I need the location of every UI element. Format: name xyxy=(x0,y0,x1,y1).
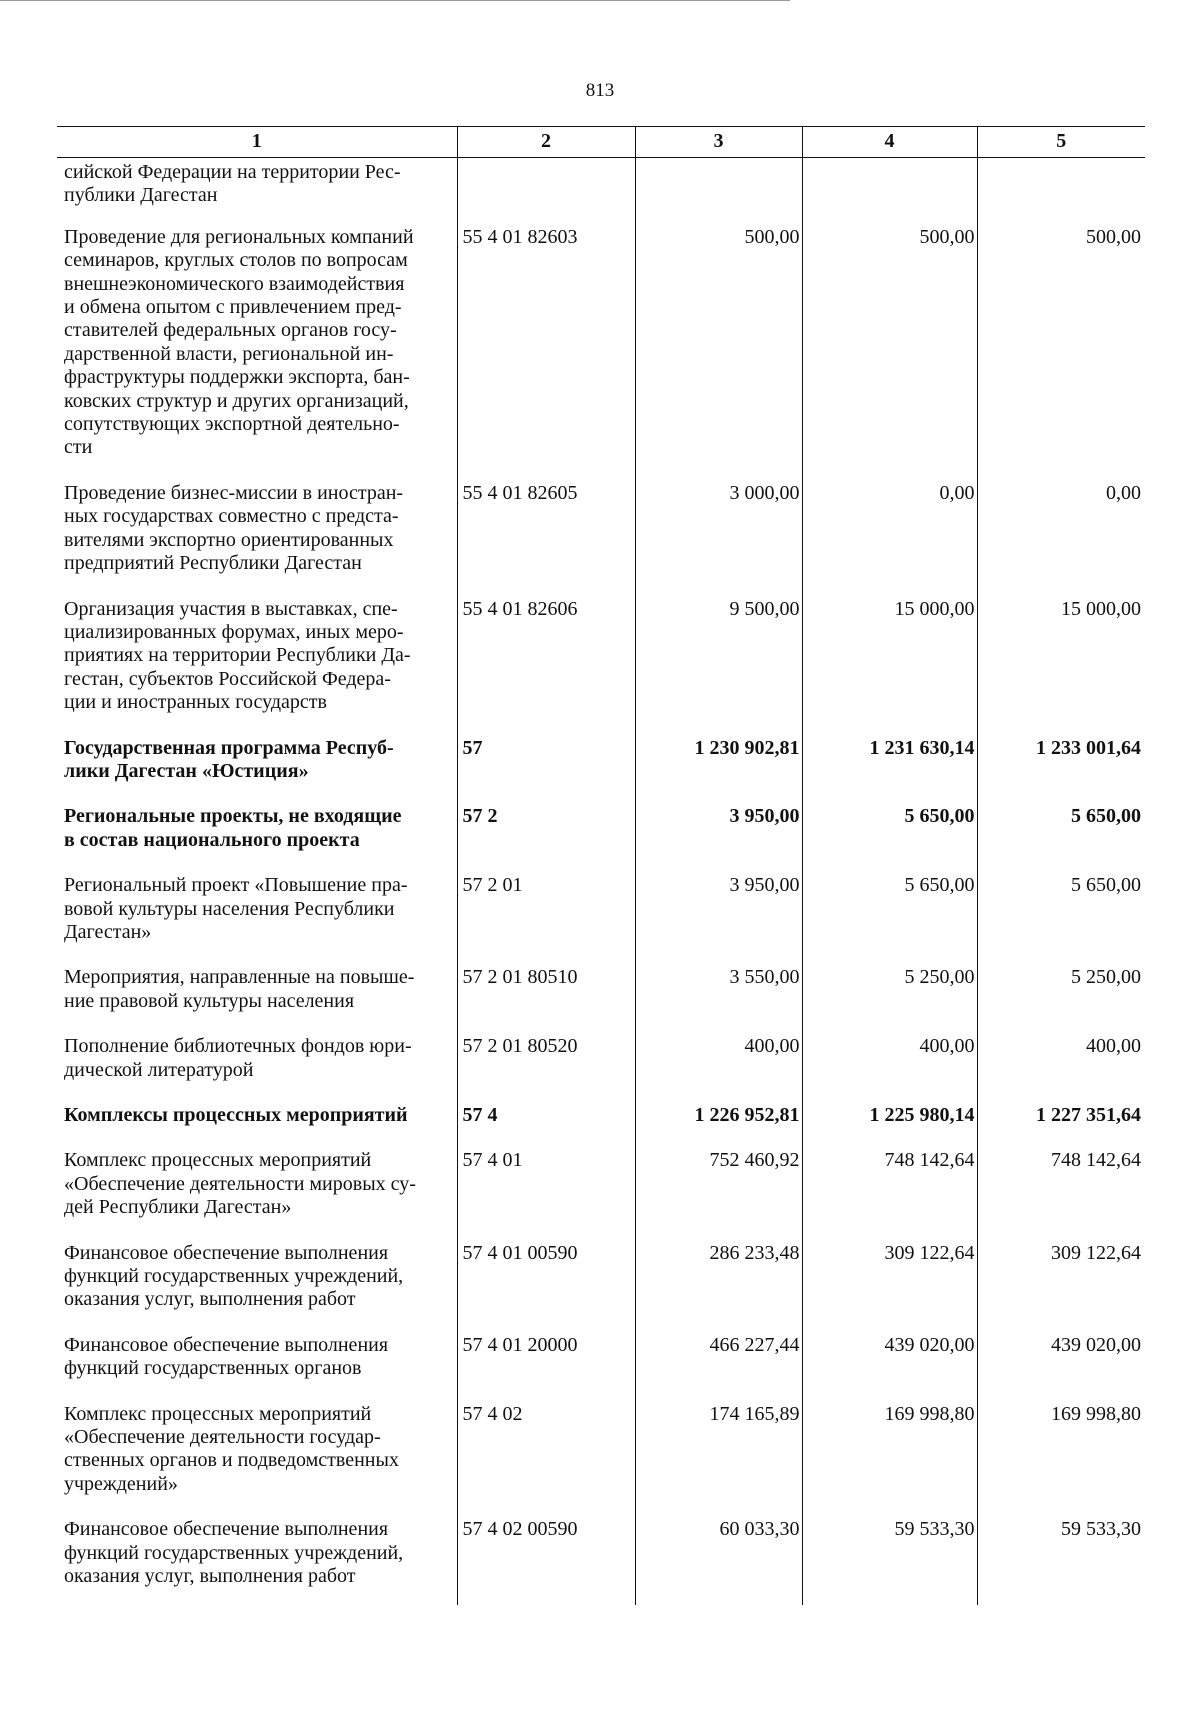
row-name: Финансовое обеспечение выполнения функций государственных учреждений, оказания услуг, выполнения работ xyxy=(64,1518,404,1588)
row-name: Пополнение библиотечных фондов юри- дической литературой xyxy=(64,1035,412,1081)
row-value-col5 xyxy=(977,158,1145,222)
row-name: сийской Федерации на территории Рес- публики Дагестан xyxy=(64,161,401,207)
row-code: 55 4 01 82603 xyxy=(457,222,635,478)
budget-table xyxy=(57,126,1145,1605)
row-value-col4: 439 020,00 xyxy=(802,1330,977,1399)
row-value-col3: 3 550,00 xyxy=(635,962,802,1031)
top-rule xyxy=(0,0,790,1)
row-value-col3: 60 033,30 xyxy=(635,1514,802,1604)
row-value-col3: 3 950,00 xyxy=(635,801,802,870)
row-code: 57 2 xyxy=(457,801,635,870)
row-value-col3 xyxy=(635,158,802,222)
row-value-col4: 0,00 xyxy=(802,478,977,594)
row-code: 55 4 01 82605 xyxy=(457,478,635,594)
row-value-col5: 0,00 xyxy=(977,478,1145,594)
row-value-col4: 500,00 xyxy=(802,222,977,478)
column-header-3: 3 xyxy=(635,127,802,158)
column-header-1: 1 xyxy=(57,127,457,158)
row-value-col3: 752 460,92 xyxy=(635,1145,802,1237)
row-name: Региональные проекты, не входящие в состав национального проекта xyxy=(64,805,402,851)
row-value-col3: 286 233,48 xyxy=(635,1238,802,1330)
row-value-col3: 174 165,89 xyxy=(635,1399,802,1515)
table-row xyxy=(57,1330,1145,1399)
table-row xyxy=(57,1399,1145,1515)
row-value-col4: 59 533,30 xyxy=(802,1514,977,1604)
row-value-col5: 1 233 001,64 xyxy=(977,733,1145,802)
row-code: 57 4 01 20000 xyxy=(457,1330,635,1399)
row-name: Комплексы процессных мероприятий xyxy=(64,1104,408,1126)
row-value-col3: 3 000,00 xyxy=(635,478,802,594)
row-name: Финансовое обеспечение выполнения функций государственных органов xyxy=(64,1333,389,1380)
table-row xyxy=(57,478,1145,594)
column-header-2: 2 xyxy=(457,127,635,158)
row-value-col5: 439 020,00 xyxy=(977,1330,1145,1399)
table-body xyxy=(57,158,1145,1605)
row-value-col4: 5 650,00 xyxy=(802,801,977,870)
header-row xyxy=(57,127,1145,158)
row-value-col4: 748 142,64 xyxy=(802,1145,977,1237)
row-code: 57 xyxy=(457,733,635,802)
table-row xyxy=(57,1100,1145,1145)
row-name: Финансовое обеспечение выполнения функций государственных учреждений, оказания услуг, выполнения работ xyxy=(64,1241,404,1311)
row-value-col5: 1 227 351,64 xyxy=(977,1100,1145,1145)
row-code: 57 2 01 80520 xyxy=(457,1031,635,1100)
row-name: Региональный проект «Повышение пра- вовой культуры населения Республики Дагестан» xyxy=(64,874,408,943)
row-value-col4 xyxy=(802,158,977,222)
table-row xyxy=(57,1031,1145,1100)
table-header xyxy=(57,127,1145,158)
row-code: 55 4 01 82606 xyxy=(457,594,635,733)
row-value-col4: 1 231 630,14 xyxy=(802,733,977,802)
row-code: 57 4 01 xyxy=(457,1145,635,1237)
row-name: Комплекс процессных мероприятий «Обеспечение деятельности государ- ственных органов и подведомственных учреждений» xyxy=(64,1402,399,1495)
row-name: Комплекс процессных мероприятий «Обеспечение деятельности мировых су- дей Республики Дагестан» xyxy=(64,1149,416,1219)
row-value-col3: 1 226 952,81 xyxy=(635,1100,802,1145)
row-name: Проведение бизнес-миссии в иностран- ных государствах совместно с предста- вителями экспортно ориентированных предприятий Республики Дагестан xyxy=(64,481,404,575)
row-value-col5: 15 000,00 xyxy=(977,594,1145,733)
row-value-col3: 9 500,00 xyxy=(635,594,802,733)
row-value-col5: 400,00 xyxy=(977,1031,1145,1100)
row-name: Мероприятия, направленные на повыше- ние правовой культуры населения xyxy=(64,966,415,1012)
table-row xyxy=(57,962,1145,1031)
row-value-col4: 1 225 980,14 xyxy=(802,1100,977,1145)
row-value-col4: 5 250,00 xyxy=(802,962,977,1031)
table-row xyxy=(57,801,1145,870)
table-row xyxy=(57,594,1145,733)
table-row xyxy=(57,1145,1145,1237)
row-value-col4: 309 122,64 xyxy=(802,1238,977,1330)
column-header-5: 5 xyxy=(977,127,1145,158)
row-value-col4: 5 650,00 xyxy=(802,870,977,962)
row-value-col5: 500,00 xyxy=(977,222,1145,478)
row-value-col5: 5 250,00 xyxy=(977,962,1145,1031)
row-value-col3: 3 950,00 xyxy=(635,870,802,962)
column-header-4: 4 xyxy=(802,127,977,158)
row-value-col5: 5 650,00 xyxy=(977,870,1145,962)
row-code: 57 4 xyxy=(457,1100,635,1145)
table-row xyxy=(57,222,1145,478)
row-value-col5: 748 142,64 xyxy=(977,1145,1145,1237)
row-code: 57 2 01 80510 xyxy=(457,962,635,1031)
table-row xyxy=(57,1514,1145,1604)
row-value-col3: 500,00 xyxy=(635,222,802,478)
table-row xyxy=(57,870,1145,962)
row-value-col5: 59 533,30 xyxy=(977,1514,1145,1604)
table-row xyxy=(57,1238,1145,1330)
row-name: Организация участия в выставках, спе- циализированных форумах, иных меро- приятиях на территории Республики Да- гестан, субъектов Российской Федера- ции и иностранных государств xyxy=(64,597,411,714)
row-code: 57 2 01 xyxy=(457,870,635,962)
row-value-col4: 15 000,00 xyxy=(802,594,977,733)
row-value-col4: 400,00 xyxy=(802,1031,977,1100)
row-code: 57 4 01 00590 xyxy=(457,1238,635,1330)
row-name: Проведение для региональных компаний семинаров, круглых столов по вопросам внешнеэкономического взаимодействия и обмена опытом с привлечением пред- ставителей федеральных органов госу- дарственной власти, региональной ин- фраструктуры поддержки экспорта, бан- ковских структур и других организаций, сопутствующих экспортной деятельно- сти xyxy=(64,225,414,459)
row-name: Государственная программа Респуб- лики Дагестан «Юстиция» xyxy=(64,736,394,782)
row-value-col3: 400,00 xyxy=(635,1031,802,1100)
row-value-col3: 1 230 902,81 xyxy=(635,733,802,802)
table-row xyxy=(57,733,1145,802)
row-value-col3: 466 227,44 xyxy=(635,1330,802,1399)
row-code xyxy=(457,158,635,222)
row-value-col5: 169 998,80 xyxy=(977,1399,1145,1515)
row-code: 57 4 02 00590 xyxy=(457,1514,635,1604)
row-code: 57 4 02 xyxy=(457,1399,635,1515)
row-value-col4: 169 998,80 xyxy=(802,1399,977,1515)
page-number: 813 xyxy=(585,80,615,101)
table-row xyxy=(57,158,1145,222)
row-value-col5: 5 650,00 xyxy=(977,801,1145,870)
row-value-col5: 309 122,64 xyxy=(977,1238,1145,1330)
